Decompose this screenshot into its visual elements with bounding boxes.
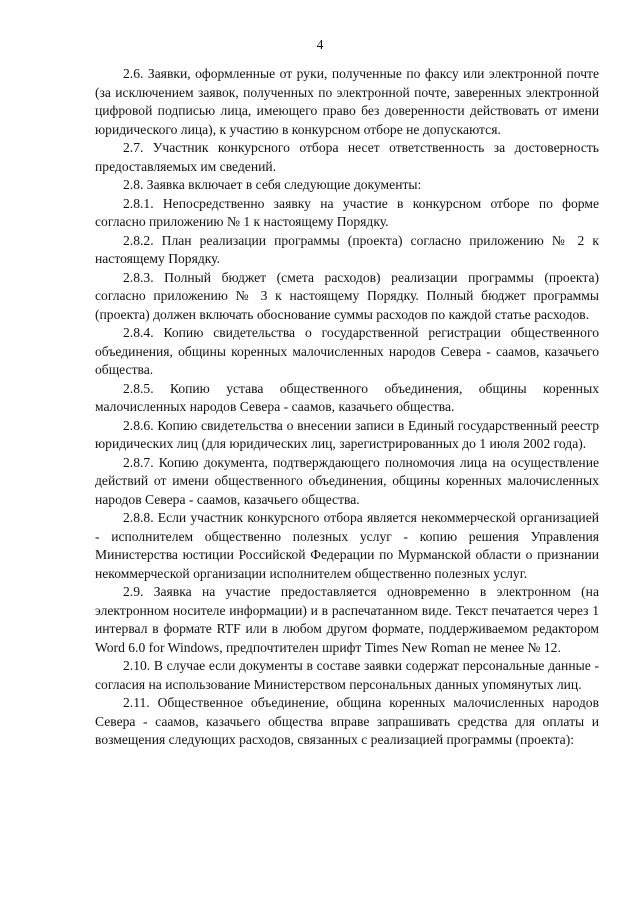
paragraph-2-8-2: 2.8.2. План реализации программы (проекта) согласно приложению № 2 к настоящему Порядку.	[95, 232, 599, 266]
paragraph-2-8-4: 2.8.4. Копию свидетельства о государственной регистрации общественного объединения, общины коренных малочисленных народов Севера - саамов, казачьего общества.	[95, 325, 599, 377]
paragraph-2-8: 2.8. Заявка включает в себя следующие документы:	[123, 177, 422, 192]
paragraph-2-9: 2.9. Заявка на участие предоставляется одновременно в электронном (на электронном носителе информации) и в распечатанном виде. Текст печатается через 1 интервал в формате RTF или в любом другом формате, поддерживаемом редактором Word 6.0 for Windows, предпочтителен шрифт Times New Roman не менее № 12.	[95, 584, 599, 655]
paragraph-2-11: 2.11. Общественное объединение, община коренных малочисленных народов Севера - саамов, казачьего общества вправе запрашивать средства для оплаты и возмещения следующих расходов, связанных с реализацией программы (проекта):	[95, 695, 599, 747]
paragraph-2-7: 2.7. Участник конкурсного отбора несет ответственность за достоверность предоставляемых им сведений.	[95, 140, 599, 174]
paragraph-2-6: 2.6. Заявки, оформленные от руки, полученные по факсу или электронной почте (за исключением заявок, полученных по электронной почте, заверенных электронной цифровой подписью лица, имеющего право без доверенности действовать от имени юридического лица), к участию в конкурсном отборе не допускаются.	[95, 66, 599, 137]
paragraph-2-8-6: 2.8.6. Копию свидетельства о внесении записи в Единый государственный реестр юридических лиц (для юридических лиц, зарегистрированных до 1 июля 2002 года).	[95, 417, 599, 451]
paragraph-2-8-8: 2.8.8. Если участник конкурсного отбора является некоммерческой организацией - исполнителем общественно полезных услуг - копию решения Управления Министерства юстиции Российской Федерации по Мурманской области о признании некоммерческой организации исполнителем общественно полезных услуг.	[95, 510, 599, 581]
paragraph-2-8-7: 2.8.7. Копию документа, подтверждающего полномочия лица на осуществление действий от имени общественного объединения, общины коренных малочисленных народов Севера - саамов, казачьего общества.	[95, 454, 599, 507]
paragraph-2-10: 2.10. В случае если документы в составе заявки содержат персональные данные - согласия на использование Министерством персональных данных упомянутых лиц.	[95, 658, 599, 692]
paragraph-2-8-1: 2.8.1. Непосредственно заявку на участие в конкурсном отборе по форме согласно приложению № 1 к настоящему Порядку.	[95, 195, 599, 229]
paragraph-2-8-5: 2.8.5. Копию устава общественного объединения, общины коренных малочисленных народов Севера - саамов, казачьего общества.	[95, 380, 599, 414]
paragraph-2-8-3: 2.8.3. Полный бюджет (смета расходов) реализации программы (проекта) согласно приложению № 3 к настоящему Порядку. Полный бюджет программы (проекта) должен включать обоснование суммы расходов по каждой статье расходов.	[95, 269, 599, 322]
document-body	[95, 65, 599, 750]
page-number: 4	[316, 37, 324, 52]
